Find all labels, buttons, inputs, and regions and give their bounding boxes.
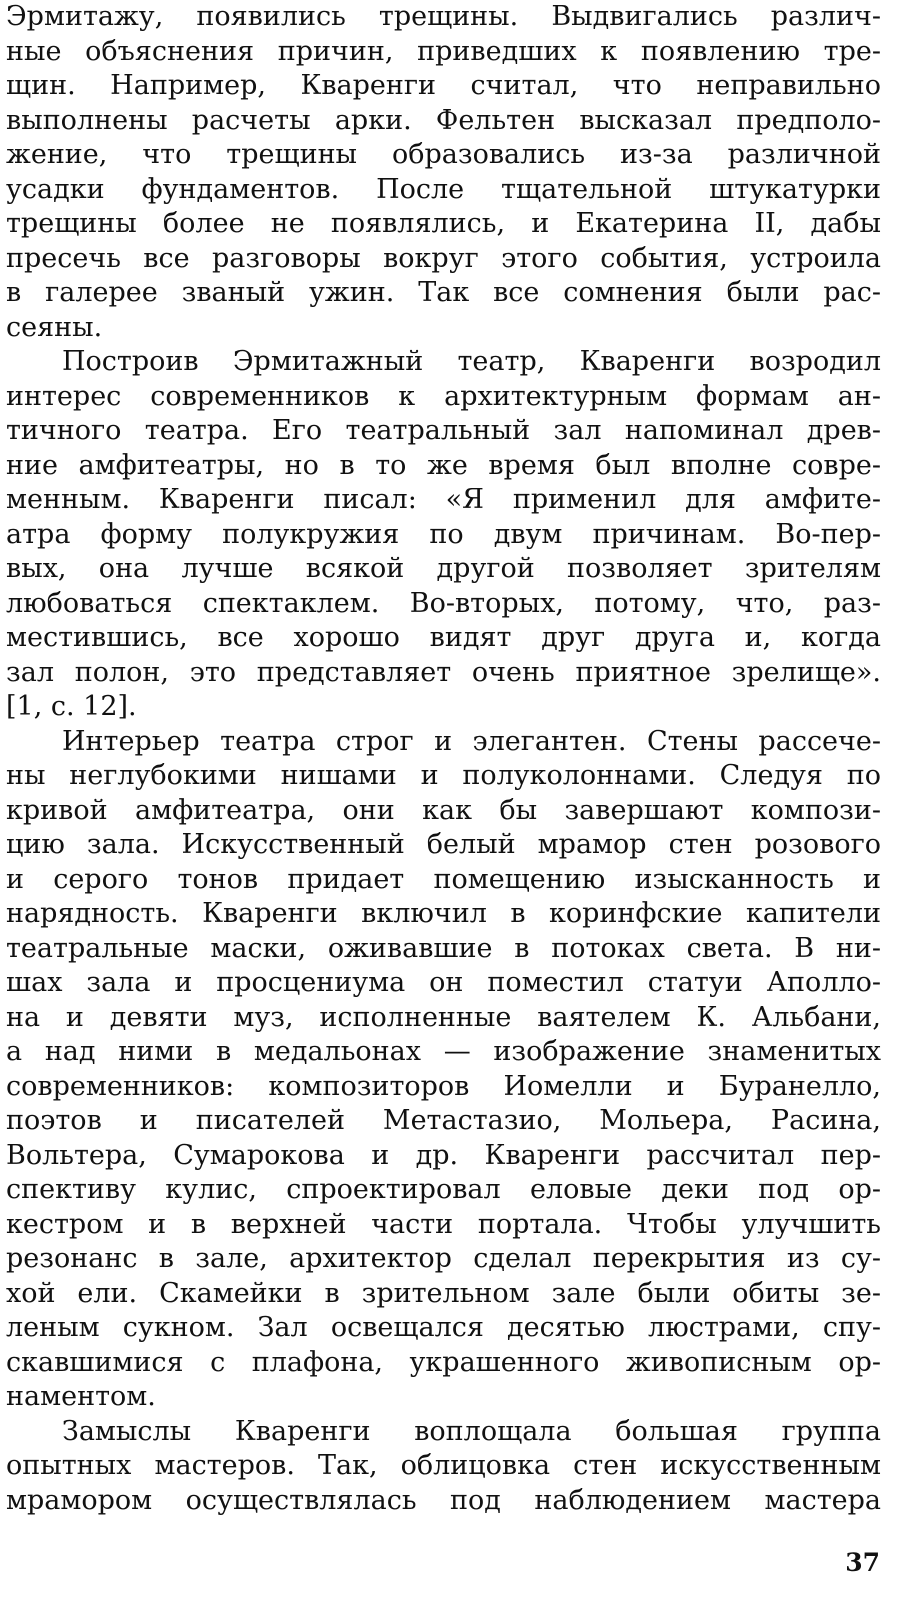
text-line: кестром и в верхней части портала. Чтобы улучшить: [6, 1208, 881, 1240]
paragraph: [6, 725, 881, 1415]
text-line: любоваться спектаклем. Во-вторых, потому, что, раз-: [6, 587, 881, 619]
text-line: цию зала. Искусственный белый мрамор стен розового: [6, 829, 881, 860]
text-line: атра форму полукружия по двум причинам. Во-пер-: [6, 518, 881, 550]
text-line: вых, она лучше всякой другой позволяет зрителям: [6, 553, 881, 584]
text-line: зал полон, это представляет очень приятное зрелище».: [6, 656, 881, 688]
text-line: современников: композиторов Иомелли и Буранелло,: [6, 1070, 881, 1102]
text-line: [1, с. 12].: [6, 691, 137, 722]
text-line: Вольтера, Сумарокова и др. Кваренги рассчитал пер-: [6, 1139, 881, 1171]
text-line: поэтов и писателей Метастазио, Мольера, Расина,: [6, 1105, 881, 1136]
text-line: трещины более не появлялись, и Екатерина II, дабы: [6, 208, 881, 239]
paragraph: [6, 0, 881, 345]
text-line: резонанс в зале, архитектор сделал перекрытия из су-: [6, 1243, 881, 1274]
text-line: Замыслы Кваренги воплощала большая группа: [62, 1415, 881, 1447]
text-line: ние амфитеатры, но в то же время был вполне совре-: [6, 449, 881, 481]
text-line: усадки фундаментов. После тщательной штукатурки: [6, 173, 881, 205]
text-line: а над ними в медальонах — изображение знаменитых: [6, 1036, 881, 1067]
text-line: в галерее званый ужин. Так все сомнения были рас-: [6, 277, 881, 308]
text-line: жение, что трещины образовались из-за различной: [6, 139, 881, 170]
page-number: 37: [845, 1548, 880, 1577]
text-line: театральные маски, оживавшие в потоках света. В ни-: [6, 932, 881, 964]
text-line: спективу кулис, спроектировал еловые деки под ор-: [6, 1174, 881, 1205]
paragraph: [6, 345, 881, 725]
text-line: менным. Кваренги писал: «Я применил для амфите-: [6, 484, 881, 515]
text-line: щин. Например, Кваренги считал, что неправильно: [6, 70, 881, 101]
text-line: шах зала и просцениума он поместил статуи Аполло-: [6, 967, 881, 998]
text-line: на и девяти муз, исполненные ваятелем К. Альбани,: [6, 1001, 881, 1033]
text-line: опытных мастеров. Так, облицовка стен искусственным: [6, 1450, 881, 1481]
text-line: наментом.: [6, 1381, 156, 1412]
text-line: Интерьер театра строг и элегантен. Стены рассече-: [62, 725, 881, 757]
text-line: Построив Эрмитажный театр, Кваренги возродил: [62, 346, 881, 377]
text-line: интерес современников к архитектурным формам ан-: [6, 380, 881, 412]
text-line: ные объяснения причин, приведших к появлению тре-: [6, 35, 881, 67]
text-line: кривой амфитеатра, они как бы завершают компози-: [6, 794, 881, 826]
body-text: [6, 0, 881, 1518]
text-line: пресечь все разговоры вокруг этого события, устроила: [6, 242, 881, 274]
text-line: и серого тонов придает помещению изысканность и: [6, 863, 881, 895]
text-line: сеяны.: [6, 311, 103, 343]
text-line: местившись, все хорошо видят друг друга и, когда: [6, 622, 881, 653]
text-line: выполнены расчеты арки. Фельтен высказал предполо-: [6, 104, 881, 136]
text-line: скавшимися с плафона, украшенного живописным ор-: [6, 1346, 881, 1378]
text-line: Эрмитажу, появились трещины. Выдвигались различ-: [6, 1, 881, 32]
text-line: ны неглубокими нишами и полуколоннами. Следуя по: [6, 760, 881, 791]
text-line: хой ели. Скамейки в зрительном зале были обиты зе-: [6, 1277, 881, 1309]
text-line: нарядность. Кваренги включил в коринфские капители: [6, 898, 881, 929]
paragraph: [6, 1415, 881, 1519]
text-line: леным сукном. Зал освещался десятью люстрами, спу-: [6, 1312, 881, 1343]
text-line: тичного театра. Его театральный зал напоминал древ-: [6, 415, 881, 446]
text-line: мрамором осуществлялась под наблюдением мастера: [6, 1484, 881, 1516]
